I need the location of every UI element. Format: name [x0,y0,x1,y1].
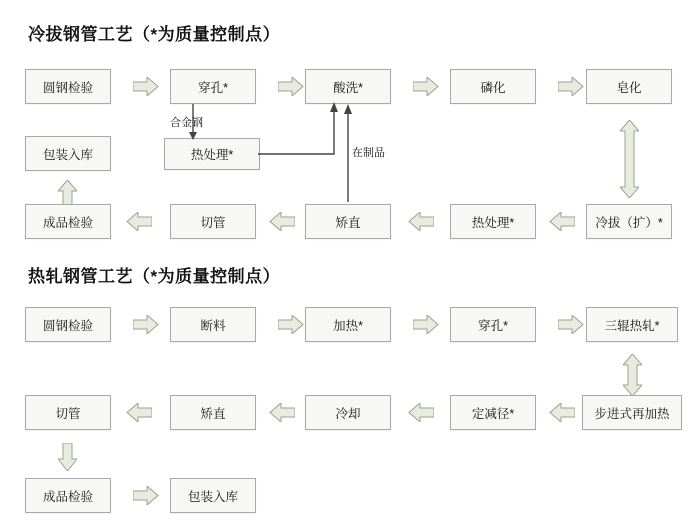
connector-piercing-to-heat-treatment [186,104,200,140]
arrow-right-icon [133,77,159,96]
node-phosphating: 磷化 [450,69,536,104]
node-straightening-cold: 矫直 [305,204,391,239]
arrow-right-icon [413,315,439,334]
arrow-left-icon [408,212,434,231]
annotation-alloy-steel: 合金钢 [170,117,203,129]
arrow-double-vertical-icon [620,120,639,198]
node-packing-warehouse-hot: 包装入库 [170,478,256,513]
connector-straightening-to-pickling [341,104,355,202]
arrow-right-icon [558,315,584,334]
arrow-left-icon [549,403,575,422]
connector-heat-treatment-to-pickling [258,100,342,156]
arrow-left-icon [126,212,152,231]
arrow-left-icon [269,212,295,231]
section-title-hot-rolled: 热轧钢管工艺（*为质量控制点） [28,267,281,286]
node-cutting-cold: 切管 [170,204,256,239]
node-cooling: 冷却 [305,395,391,430]
node-pickling: 酸洗* [305,69,391,104]
annotation-work-in-process: 在制品 [352,147,385,159]
arrow-right-icon [413,77,439,96]
arrow-up-icon [58,180,77,206]
node-cutting-material: 断料 [170,307,256,342]
node-three-roll-hot-rolling: 三辊热轧* [586,307,678,342]
arrow-left-icon [549,212,575,231]
node-sizing-reducing: 定减径* [450,395,536,430]
node-packing-warehouse-cold: 包装入库 [25,136,111,171]
node-heat-treatment-cold: 热处理* [450,204,536,239]
arrow-left-icon [269,403,295,422]
node-cold-drawing: 冷拔（扩）* [586,204,672,239]
arrow-left-icon [126,403,152,422]
node-saponification: 皂化 [586,69,672,104]
node-cutting-hot: 切管 [25,395,111,430]
node-piercing: 穿孔* [170,69,256,104]
node-round-steel-inspection-hot: 圆钢检验 [25,307,111,342]
node-heat-treatment-alloy: 热处理* [164,138,260,170]
arrow-double-vertical-icon [623,354,642,396]
node-stepwise-reheating: 步进式再加热 [582,395,682,430]
arrow-right-icon [278,315,304,334]
node-round-steel-inspection: 圆钢检验 [25,69,111,104]
arrow-left-icon [408,403,434,422]
node-piercing-hot: 穿孔* [450,307,536,342]
arrow-right-icon [133,315,159,334]
arrow-right-icon [558,77,584,96]
node-heating: 加热* [305,307,391,342]
section-title-cold-drawn: 冷拔钢管工艺（*为质量控制点） [28,25,281,44]
node-straightening-hot: 矫直 [170,395,256,430]
arrow-right-icon [278,77,304,96]
node-product-inspection-cold: 成品检验 [25,204,111,239]
arrow-right-icon [133,486,159,505]
arrow-down-icon [58,443,77,471]
node-product-inspection-hot: 成品检验 [25,478,111,513]
